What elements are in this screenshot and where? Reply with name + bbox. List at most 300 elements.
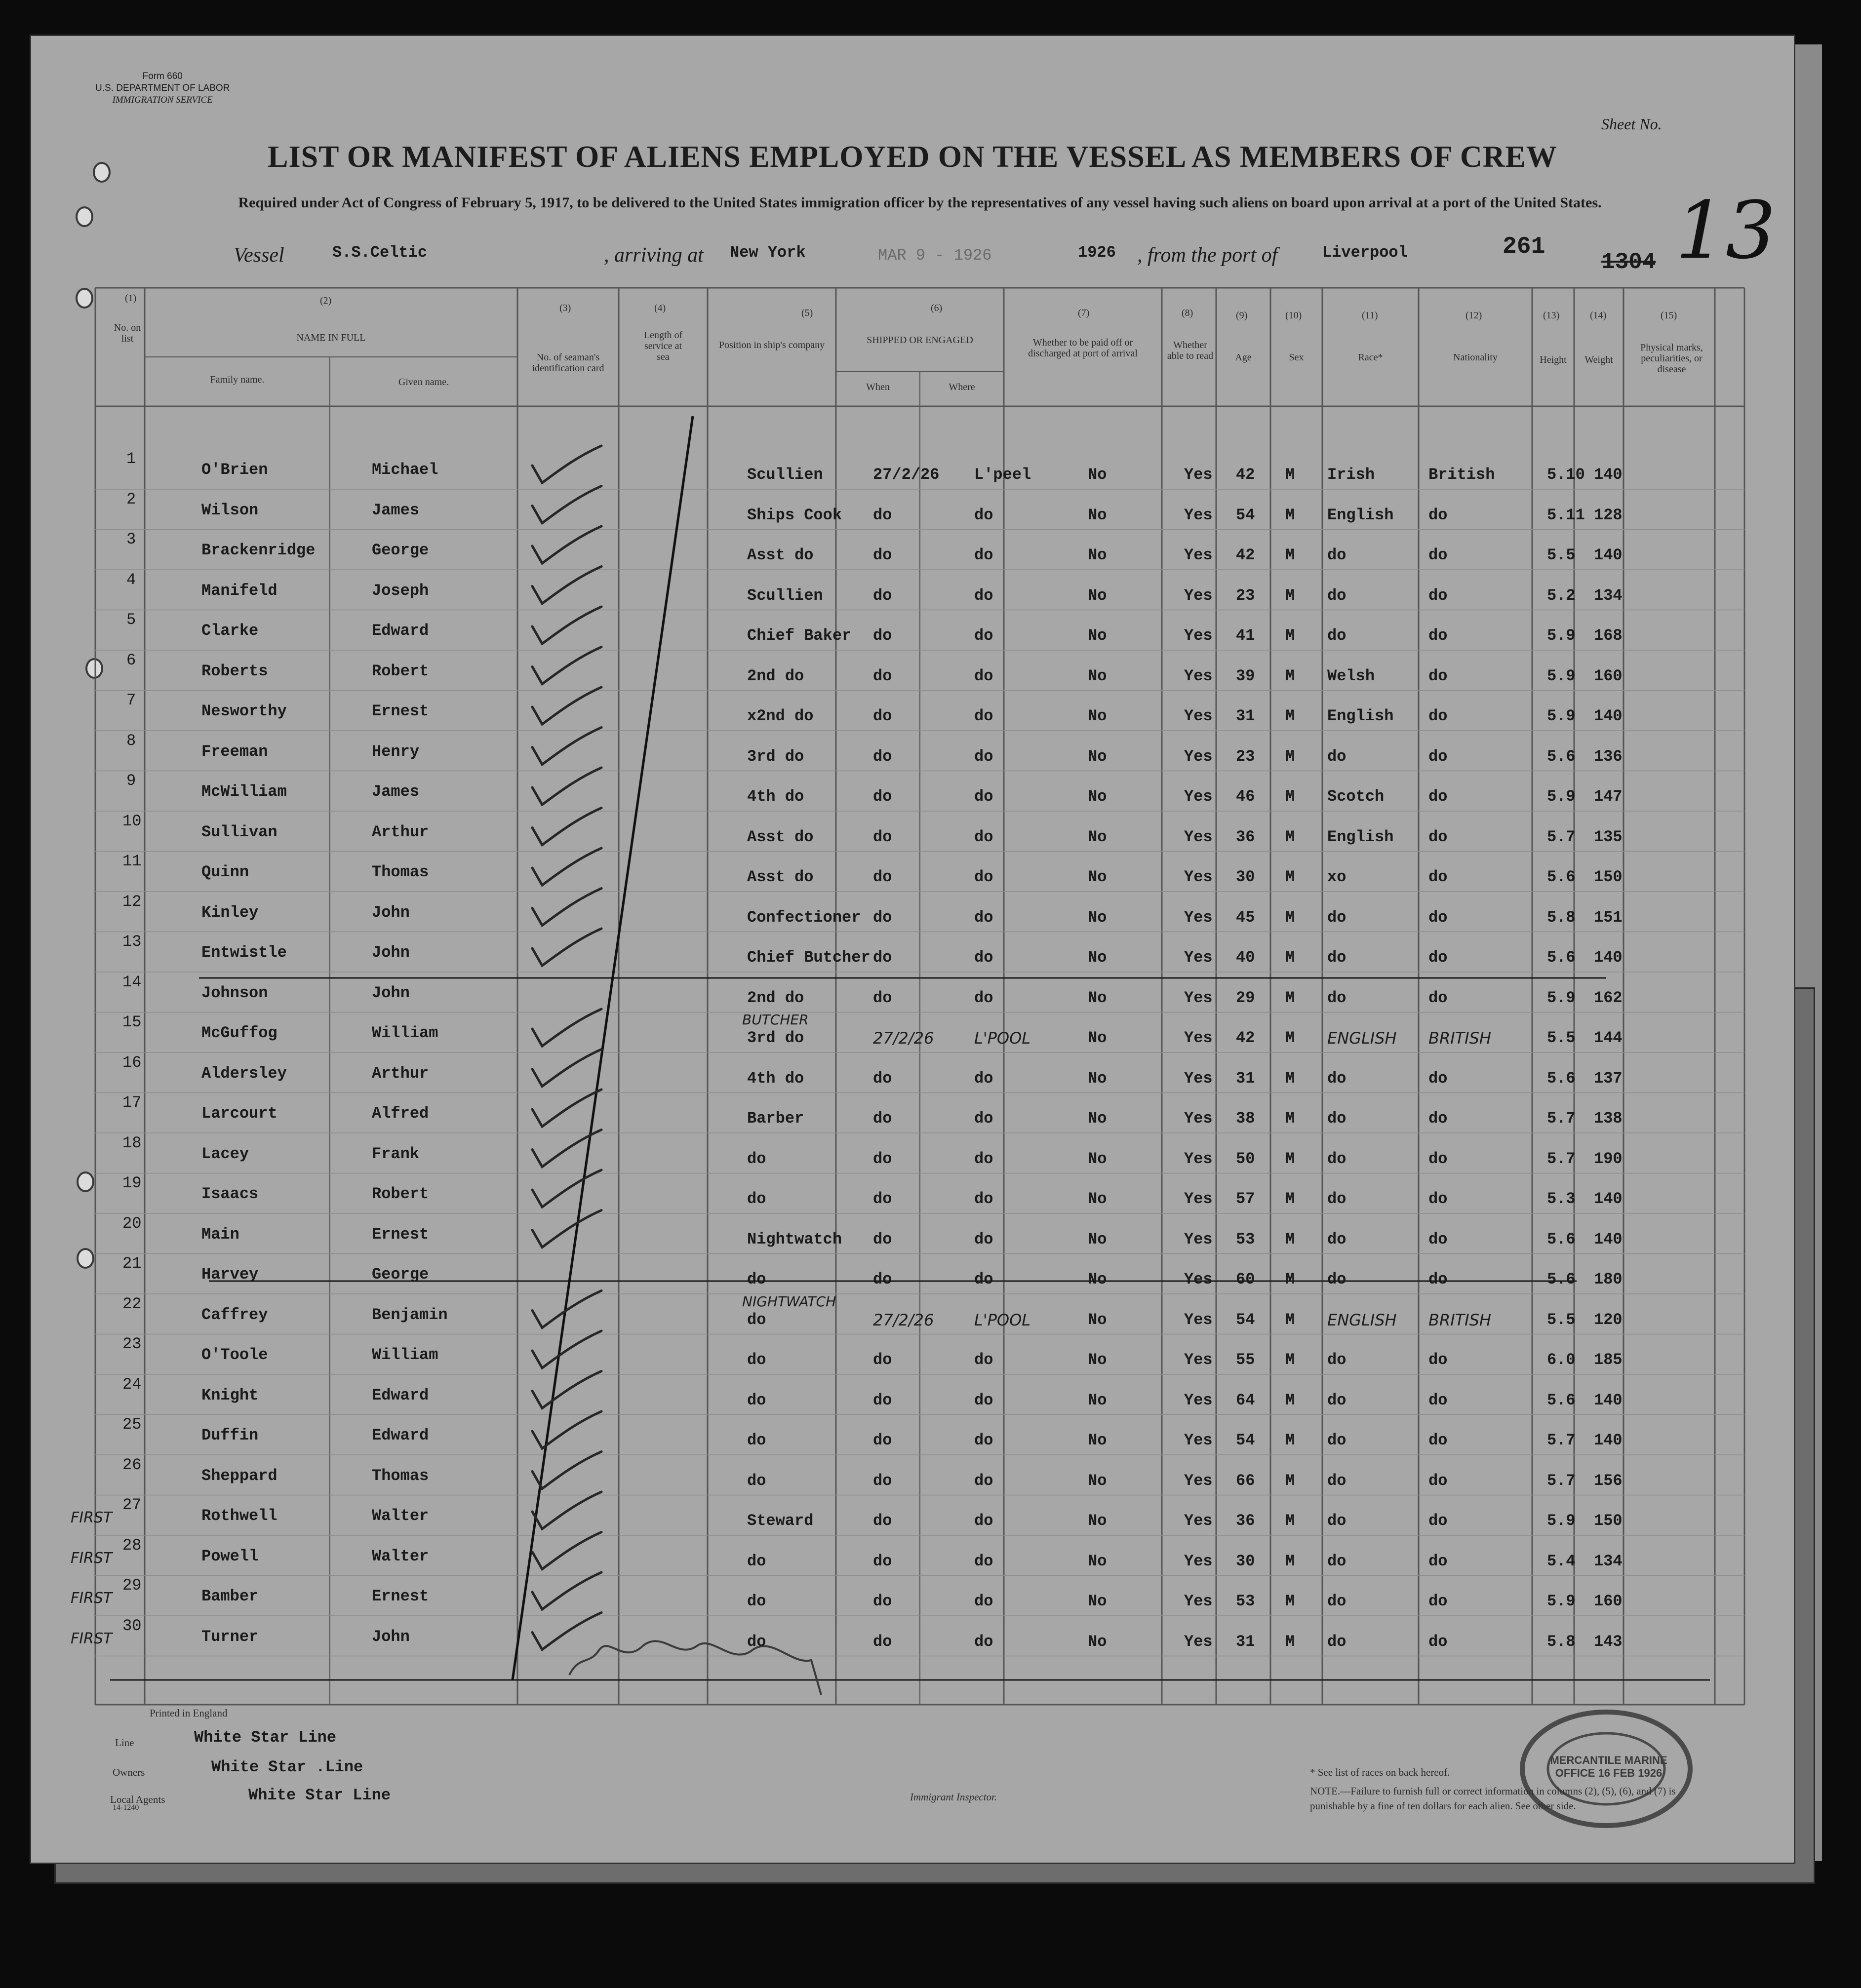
given-name: John <box>372 903 410 922</box>
height: 5.2 <box>1547 586 1576 605</box>
from-port-label: , from the port of <box>1137 244 1278 267</box>
given-name: Thomas <box>372 1466 429 1485</box>
shipped-where: L'peel <box>974 466 1031 484</box>
nationality: do <box>1428 908 1448 927</box>
race: do <box>1327 1109 1346 1128</box>
inspector-signature <box>569 1641 821 1695</box>
weight: 140 <box>1594 1190 1623 1208</box>
weight: 168 <box>1594 626 1623 645</box>
check-mark <box>532 1210 601 1247</box>
family-name: Johnson <box>201 983 268 1002</box>
height: 5.11 <box>1547 506 1585 524</box>
paid-off: No <box>1088 1552 1107 1570</box>
row-number: 16 <box>122 1053 142 1072</box>
position: Asst do <box>747 868 814 886</box>
shipped-where: do <box>974 747 993 766</box>
age: 41 <box>1236 626 1255 645</box>
age: 29 <box>1236 988 1255 1007</box>
nationality: do <box>1428 1270 1448 1288</box>
weight: 160 <box>1594 666 1623 685</box>
shipped-where: do <box>974 1512 993 1530</box>
race: English <box>1327 506 1394 524</box>
sex: M <box>1285 1149 1295 1168</box>
paid-off: No <box>1088 1190 1107 1208</box>
given-name: Ernest <box>372 1225 429 1244</box>
race: ENGLISH <box>1327 1029 1397 1048</box>
age: 31 <box>1236 707 1255 725</box>
race: do <box>1327 747 1346 766</box>
height: 5.6 <box>1547 747 1576 766</box>
check-mark <box>532 1532 601 1569</box>
col-num-13: (13) <box>1543 310 1560 321</box>
col-num-5: (5) <box>801 308 813 318</box>
family-name: Lacey <box>201 1144 249 1163</box>
header-position: Position in ship's company <box>718 340 825 351</box>
col-num-6: (6) <box>931 303 943 313</box>
shipped-when: 27/2/26 <box>873 1029 934 1048</box>
race: xo <box>1327 868 1346 886</box>
service-name: IMMIGRATION SERVICE <box>112 95 213 105</box>
check-mark <box>532 929 601 966</box>
weight: 140 <box>1594 1431 1623 1449</box>
shipped-where: do <box>974 868 993 886</box>
sex: M <box>1285 868 1295 886</box>
family-name: Quinn <box>201 863 249 881</box>
header-able-to-read: Whether able to read <box>1167 340 1214 361</box>
able-to-read: Yes <box>1184 1592 1213 1610</box>
position: do <box>747 1149 766 1168</box>
height: 5.6 <box>1547 948 1576 967</box>
able-to-read: Yes <box>1184 626 1213 645</box>
position: Chief Butcher <box>747 948 871 967</box>
height: 5.9 <box>1547 626 1576 645</box>
race: do <box>1327 1351 1346 1369</box>
shipped-when: do <box>873 666 892 685</box>
row-number: 23 <box>122 1335 142 1353</box>
nationality: do <box>1428 1230 1448 1248</box>
nationality: BRITISH <box>1428 1310 1491 1329</box>
arrival-port: New York <box>730 243 806 262</box>
family-name: Caffrey <box>201 1305 268 1324</box>
race: do <box>1327 1471 1346 1490</box>
nationality: do <box>1428 1431 1448 1449</box>
age: 39 <box>1236 666 1255 685</box>
given-name: Walter <box>372 1507 429 1525</box>
owners-label: Owners <box>113 1766 145 1778</box>
nationality: do <box>1428 1512 1448 1530</box>
row-number: 11 <box>122 852 142 870</box>
able-to-read: Yes <box>1184 1310 1213 1329</box>
height: 5.9 <box>1547 666 1576 685</box>
col-num-11: (11) <box>1362 310 1378 321</box>
position: do <box>747 1310 766 1329</box>
age: 50 <box>1236 1149 1255 1168</box>
position: do <box>747 1471 766 1490</box>
age: 54 <box>1236 506 1255 524</box>
row-number: 5 <box>126 611 136 629</box>
paid-off: No <box>1088 948 1107 967</box>
paid-off: No <box>1088 1069 1107 1088</box>
paid-off: No <box>1088 666 1107 685</box>
inspector-label: Immigrant Inspector. <box>910 1791 997 1803</box>
paid-off: No <box>1088 1230 1107 1248</box>
race: do <box>1327 948 1346 967</box>
nationality: do <box>1428 1109 1448 1128</box>
paid-off: No <box>1088 1512 1107 1530</box>
age: 60 <box>1236 1270 1255 1288</box>
able-to-read: Yes <box>1184 787 1213 806</box>
age: 30 <box>1236 868 1255 886</box>
shipped-where: do <box>974 1109 993 1128</box>
col-num-8: (8) <box>1182 308 1193 318</box>
arrival-year: 1926 <box>1078 243 1116 262</box>
weight: 140 <box>1594 707 1623 725</box>
arriving-label: , arriving at <box>604 244 704 267</box>
position-note: NIGHTWATCH <box>742 1293 836 1310</box>
age: 40 <box>1236 948 1255 967</box>
row-number: 19 <box>122 1174 142 1192</box>
given-name: Frank <box>372 1144 420 1163</box>
height: 5.7 <box>1547 1471 1576 1490</box>
nationality: do <box>1428 787 1448 806</box>
able-to-read: Yes <box>1184 1029 1213 1047</box>
shipped-when: do <box>873 1351 892 1369</box>
shipped-where: do <box>974 1230 993 1248</box>
row-number: 24 <box>122 1375 142 1394</box>
given-name: Walter <box>372 1547 429 1565</box>
weight: 162 <box>1594 988 1623 1007</box>
family-name: Sullivan <box>201 822 277 841</box>
height: 5.3 <box>1547 1190 1576 1208</box>
paid-off: No <box>1088 1109 1107 1128</box>
given-name: James <box>372 501 420 519</box>
manifest-sheet <box>30 35 1795 1864</box>
family-name: Rothwell <box>201 1507 277 1525</box>
able-to-read: Yes <box>1184 546 1213 564</box>
form-title: LIST OR MANIFEST OF ALIENS EMPLOYED ON THE VESSEL AS MEMBERS OF CREW <box>268 140 1557 174</box>
given-name: James <box>372 782 420 801</box>
shipped-where: do <box>974 666 993 685</box>
shipped-when: do <box>873 787 892 806</box>
shipped-where: do <box>974 626 993 645</box>
age: 54 <box>1236 1431 1255 1449</box>
shipped-where: do <box>974 1592 993 1610</box>
race: Irish <box>1327 466 1375 484</box>
age: 42 <box>1236 1029 1255 1047</box>
nationality: do <box>1428 868 1448 886</box>
nationality: do <box>1428 1069 1448 1088</box>
shipped-where: do <box>974 1069 993 1088</box>
paid-off: No <box>1088 1592 1107 1610</box>
able-to-read: Yes <box>1184 506 1213 524</box>
shipped-when: do <box>873 707 892 725</box>
header-given-name: Given name. <box>398 377 449 388</box>
able-to-read: Yes <box>1184 1391 1213 1409</box>
given-name: John <box>372 1627 410 1646</box>
given-name: Edward <box>372 1386 429 1404</box>
weight: 138 <box>1594 1109 1623 1128</box>
age: 45 <box>1236 908 1255 927</box>
sex: M <box>1285 1069 1295 1088</box>
check-mark <box>532 1130 601 1167</box>
height: 5.7 <box>1547 1431 1576 1449</box>
weight: 128 <box>1594 506 1623 524</box>
shipped-when: do <box>873 546 892 564</box>
row-number: 8 <box>126 731 136 750</box>
row-number: 7 <box>126 691 136 709</box>
age: 53 <box>1236 1592 1255 1610</box>
check-mark <box>532 567 601 604</box>
shipped-where: do <box>974 827 993 846</box>
shipped-when: do <box>873 1552 892 1570</box>
row-number: 30 <box>122 1616 142 1635</box>
sex: M <box>1285 1109 1295 1128</box>
height: 5.6 <box>1547 1230 1576 1248</box>
header-physical-marks: Physical marks, peculiarities, or disease <box>1640 342 1703 375</box>
family-name: Main <box>201 1225 239 1244</box>
row-number: 25 <box>122 1415 142 1434</box>
weight: 144 <box>1594 1029 1623 1047</box>
row-number: 20 <box>122 1214 142 1233</box>
position: Confectioner <box>747 908 861 927</box>
vessel-name: S.S.Celtic <box>332 243 428 262</box>
table-grid <box>31 36 1794 1863</box>
shipped-when: do <box>873 1512 892 1530</box>
sheet-number-label: Sheet No. <box>1601 115 1662 133</box>
race: English <box>1327 707 1394 725</box>
local-agents-code: 14-1240 <box>113 1803 139 1812</box>
header-age: Age <box>1235 352 1252 363</box>
check-mark <box>532 808 601 845</box>
weight: 136 <box>1594 747 1623 766</box>
family-name: Clarke <box>201 622 259 640</box>
able-to-read: Yes <box>1184 1270 1213 1288</box>
given-name: George <box>372 1265 429 1284</box>
race: do <box>1327 1592 1346 1610</box>
race: do <box>1327 626 1346 645</box>
row-number: 2 <box>126 490 136 508</box>
shipped-when: do <box>873 868 892 886</box>
row-number: 3 <box>126 530 136 548</box>
sex: M <box>1285 988 1295 1007</box>
nationality: do <box>1428 1190 1448 1208</box>
family-name: Powell <box>201 1547 259 1565</box>
row-number: 27 <box>122 1496 142 1514</box>
line-label: Line <box>115 1737 134 1749</box>
able-to-read: Yes <box>1184 868 1213 886</box>
shipped-where: do <box>974 1351 993 1369</box>
race: do <box>1327 1230 1346 1248</box>
given-name: William <box>372 1346 438 1364</box>
race: do <box>1327 908 1346 927</box>
height: 5.9 <box>1547 1592 1576 1610</box>
crossed-out-number: 1304 <box>1601 249 1656 275</box>
handwritten-sheet-number: 13 <box>1675 184 1776 276</box>
paid-off: No <box>1088 586 1107 605</box>
shipped-where: do <box>974 787 993 806</box>
nationality: do <box>1428 506 1448 524</box>
given-name: John <box>372 983 410 1002</box>
able-to-read: Yes <box>1184 707 1213 725</box>
check-mark <box>532 607 601 644</box>
position: 3rd do <box>747 747 804 766</box>
check-mark <box>532 728 601 765</box>
margin-note: FIRST <box>71 1630 113 1647</box>
family-name: Nesworthy <box>201 702 287 720</box>
weight: 185 <box>1594 1351 1623 1369</box>
able-to-read: Yes <box>1184 1431 1213 1449</box>
position: do <box>747 1351 766 1369</box>
shipped-when: do <box>873 1471 892 1490</box>
shipped-where: L'POOL <box>974 1029 1031 1048</box>
check-mark <box>532 1009 601 1046</box>
age: 31 <box>1236 1069 1255 1088</box>
height: 5.10 <box>1547 466 1585 484</box>
height: 5.9 <box>1547 988 1576 1007</box>
nationality: do <box>1428 988 1448 1007</box>
shipped-where: do <box>974 1190 993 1208</box>
family-name: Turner <box>201 1627 259 1646</box>
height: 5.6 <box>1547 1391 1576 1409</box>
shipped-when: do <box>873 1431 892 1449</box>
position: do <box>747 1391 766 1409</box>
paid-off: No <box>1088 1471 1107 1490</box>
header-shipped-engaged: SHIPPED OR ENGAGED <box>867 335 973 346</box>
check-mark <box>532 768 601 805</box>
check-mark <box>532 1613 601 1650</box>
form-subtitle: Required under Act of Congress of February 5, 1917, to be delivered to the United States immigration officer by the representatives of any vessel having such aliens on board upon arrival at a port of the United States. <box>238 195 1602 211</box>
row-number: 18 <box>122 1133 142 1152</box>
age: 23 <box>1236 747 1255 766</box>
position: 4th do <box>747 787 804 806</box>
able-to-read: Yes <box>1184 1512 1213 1530</box>
check-mark <box>532 1050 601 1087</box>
race-footnote: * See list of races on back hereof. <box>1310 1766 1450 1778</box>
given-name: Henry <box>372 742 420 761</box>
header-no-on-list: No. on list <box>114 322 141 344</box>
sex: M <box>1285 1310 1295 1329</box>
shipped-when: do <box>873 1270 892 1288</box>
sex: M <box>1285 827 1295 846</box>
shipped-when: do <box>873 1391 892 1409</box>
paid-off: No <box>1088 626 1107 645</box>
col-num-15: (15) <box>1661 310 1677 321</box>
age: 42 <box>1236 466 1255 484</box>
paid-off: No <box>1088 1270 1107 1288</box>
arrival-date-stamp: MAR 9 - 1926 <box>878 246 992 265</box>
check-mark <box>532 647 601 684</box>
height: 5.5 <box>1547 1029 1576 1047</box>
stamp-text: MERCANTILE MARINE OFFICE 16 FEB 1926 <box>1550 1754 1667 1779</box>
nationality: do <box>1428 1632 1448 1651</box>
sex: M <box>1285 466 1295 484</box>
given-name: Ernest <box>372 1587 429 1605</box>
paid-off: No <box>1088 707 1107 725</box>
given-name: Edward <box>372 1426 429 1444</box>
sex: M <box>1285 747 1295 766</box>
departure-port: Liverpool <box>1322 243 1408 262</box>
check-mark <box>532 446 601 483</box>
paid-off: No <box>1088 827 1107 846</box>
age: 54 <box>1236 1310 1255 1329</box>
position: 2nd do <box>747 666 804 685</box>
row-number: 15 <box>122 1013 142 1031</box>
able-to-read: Yes <box>1184 586 1213 605</box>
shipped-where: do <box>974 586 993 605</box>
nationality: do <box>1428 666 1448 685</box>
weight: 150 <box>1594 1512 1623 1530</box>
height: 5.9 <box>1547 787 1576 806</box>
able-to-read: Yes <box>1184 1230 1213 1248</box>
able-to-read: Yes <box>1184 988 1213 1007</box>
shipped-when: do <box>873 827 892 846</box>
age: 36 <box>1236 1512 1255 1530</box>
paid-off: No <box>1088 868 1107 886</box>
form-number: Form 660 <box>142 71 183 81</box>
paid-off: No <box>1088 787 1107 806</box>
weight: 190 <box>1594 1149 1623 1168</box>
row-number: 1 <box>126 450 136 468</box>
position: do <box>747 1270 766 1288</box>
check-mark <box>532 1411 601 1448</box>
row-number: 13 <box>122 933 142 951</box>
header-name-in-full: NAME IN FULL <box>296 332 366 343</box>
col-num-2: (2) <box>320 295 332 306</box>
height: 5.4 <box>1547 1552 1576 1570</box>
weight: 143 <box>1594 1632 1623 1651</box>
shipped-where: do <box>974 908 993 927</box>
sex: M <box>1285 586 1295 605</box>
check-mark <box>532 889 601 926</box>
shipped-when: do <box>873 1069 892 1088</box>
height: 5.6 <box>1547 868 1576 886</box>
family-name: Isaacs <box>201 1185 259 1203</box>
weight: 134 <box>1594 586 1623 605</box>
shipped-when: do <box>873 908 892 927</box>
col-num-12: (12) <box>1465 310 1482 321</box>
age: 36 <box>1236 827 1255 846</box>
height: 5.5 <box>1547 546 1576 564</box>
row-number: 12 <box>122 892 142 911</box>
able-to-read: Yes <box>1184 1471 1213 1490</box>
shipped-when: do <box>873 948 892 967</box>
family-name: Freeman <box>201 742 268 761</box>
position: 3rd do <box>747 1029 804 1047</box>
able-to-read: Yes <box>1184 948 1213 967</box>
paid-off: No <box>1088 1310 1107 1329</box>
col-num-3: (3) <box>559 303 571 313</box>
given-name: John <box>372 943 410 962</box>
vessel-label: Vessel <box>234 244 284 267</box>
shipped-when: do <box>873 586 892 605</box>
nationality: do <box>1428 626 1448 645</box>
paid-off: No <box>1088 1391 1107 1409</box>
position: Asst do <box>747 827 814 846</box>
sex: M <box>1285 1592 1295 1610</box>
position: Nightwatch <box>747 1230 842 1248</box>
col-num-7: (7) <box>1078 308 1090 318</box>
given-name: William <box>372 1024 438 1042</box>
col-num-9: (9) <box>1236 310 1248 321</box>
given-name: Benjamin <box>372 1305 448 1324</box>
weight: 180 <box>1594 1270 1623 1288</box>
owners-value: White Star .Line <box>211 1758 363 1776</box>
given-name: Ernest <box>372 702 429 720</box>
race: do <box>1327 586 1346 605</box>
header-paid-off: Whether to be paid off or discharged at port of arrival <box>1028 337 1138 359</box>
margin-note: FIRST <box>71 1549 113 1567</box>
age: 64 <box>1236 1391 1255 1409</box>
